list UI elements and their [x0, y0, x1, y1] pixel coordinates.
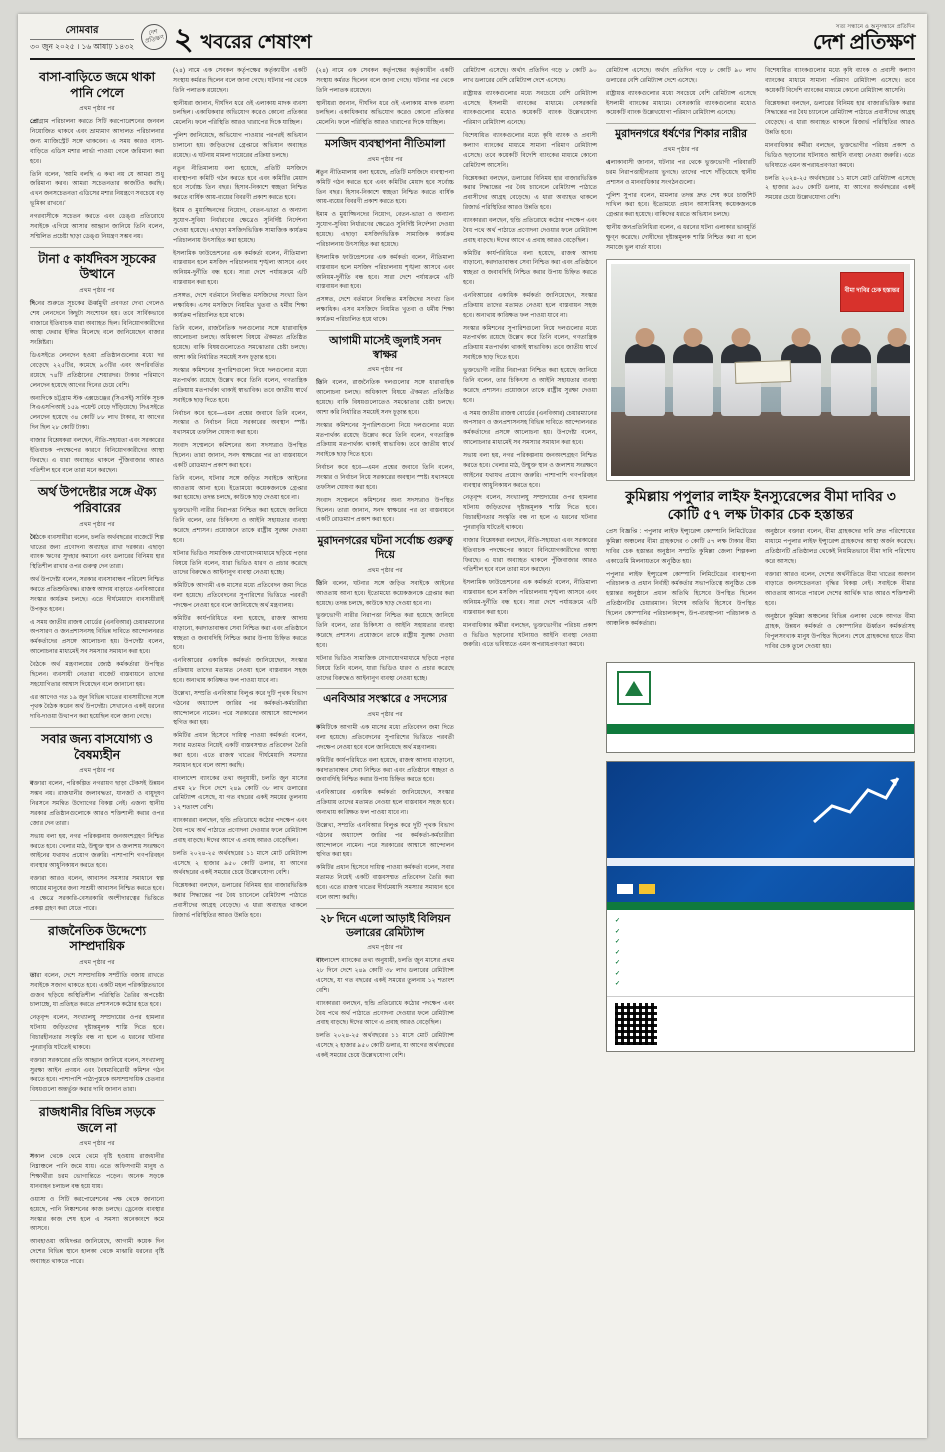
article-paragraph: ঘটনার ভিডিও সামাজিক যোগাযোগমাধ্যমে ছড়িয়ে পড়ার বিষয়ে তিনি বলেন, যারা ভিডিও ধারণ ও প্রচার করেছে তাদের বিরুদ্ধেও আইনানুগ ব্যবস্থা নেওয়া হচ্ছে। — [316, 654, 454, 682]
article-paragraph: এনবিআরের একাধিক কর্মকর্তা জানিয়েছেন, সংস্কার প্রক্রিয়ায় তাদের মতামত নেওয়া হলে বাস্তবায়ন সহজ হবে। অন্যথায় কাঙ্ক্ষিত ফল পাওয়া যাবে না। — [462, 292, 598, 319]
photo-person-head — [792, 328, 811, 347]
article-paragraph: প্রোগ্রাম পরিচালনা করতে সিটি করপোরেশনের জনবল নিয়োজিত থাকবে এবং ভ্রাম্যমাণ আদালত পরিচালনার জন্য ম্যাজিস্ট্রেট সঙ্গে থাকবেন। এ সময় কারও বাসা-বাড়িতে এডিস মশার লার্ভা পাওয়া গেলে জরিমানা করা হবে। — [30, 118, 165, 165]
article-paragraph: এনবিআরের একাধিক কর্মকর্তা জানিয়েছেন, সংস্কার প্রক্রিয়ায় তাদের মতামত নেওয়া হলে বাস্তবায়ন সহজ হবে। অন্যথায় কাঙ্ক্ষিত ফল পাওয়া যাবে না। — [316, 789, 454, 817]
masthead-left — [30, 23, 312, 56]
press-col-1 — [606, 527, 756, 654]
check-icon: ✓ — [615, 981, 621, 988]
right-text-col — [606, 66, 756, 256]
article-paragraph: বিশ্লেষকরা বলছেন, ডলারের বিনিময় হার বাজারভিত্তিক করার সিদ্ধান্তের পর বৈধ চ্যানেলে রেমিট্যান্স পাঠাতে প্রবাসীদের আগ্রহ বেড়েছে। এ ধারা অব্যাহত থাকলে রিজার্ভ পরিস্থিতির আরও উন্নতি হবে। — [462, 174, 598, 212]
divider — [30, 480, 164, 481]
article-paragraph: সংবাদ সম্মেলনে কমিশনের অন্য সদস্যরাও উপস্থিত ছিলেন। তারা জানান, সনদ স্বাক্ষরের পর তা বাস্তবায়নে একটি রোডম্যাপ প্রকাশ করা হবে। — [173, 442, 308, 469]
article-paragraph: সংস্কার কমিশনের সুপারিশগুলো নিয়ে দলগুলোর মধ্যে মতপার্থক্য রয়েছে উল্লেখ করে তিনি বলেন, গণতান্ত্রিক প্রক্রিয়ায় মতপার্থক্য থাকাই স্বাভাবিক। তবে জাতীয় স্বার্থে সবাইকে ছাড় দিতে হবে। — [316, 421, 454, 459]
photo-table — [611, 412, 910, 476]
article-paragraph: ভুক্তভোগী নারীর নিরাপত্তা নিশ্চিত করা হয়েছে জানিয়ে তিনি বলেন, তার চিকিৎসা ও আইনি সহায়তার ব্যবস্থা করেছে প্রশাসন। প্রয়োজনে তাকে রাষ্ট্রীয় সুরক্ষা দেওয়া হবে। — [316, 612, 454, 649]
divider — [316, 133, 454, 134]
article-paragraph: সভায় বলা হয়, নগর পরিকল্পনায় জনঅংশগ্রহণ নিশ্চিত করতে হবে। খেলার মাঠ, উন্মুক্ত স্থান ও জলাশয় সংরক্ষণে আইনের যথাযথ প্রয়োগ জরুরি। পাশাপাশি গণপরিবহন ব্যবস্থার আধুনিকায়ন করতে হবে। — [462, 451, 598, 489]
article-paragraph: অর্থ উপদেষ্টা বলেন, সরকার ব্যবসাবান্ধব পরিবেশ নিশ্চিত করতে প্রতিশ্রুতিবদ্ধ। রাজস্ব আদায় বাড়াতে এনবিআরের সংস্কার কার্যক্রম চলছে। এতে দীর্ঘমেয়াদে ব্যবসায়ীরাই উপকৃত হবেন। — [30, 576, 165, 613]
article-paragraph: ইমাম ও মুয়াজ্জিনদের নিয়োগ, বেতন-ভাতা ও অন্যান্য সুযোগ-সুবিধা নির্ধারণের ক্ষেত্রেও সুনির্দিষ্ট নির্দেশনা দেওয়া হয়েছে। এছাড়া মসজিদভিত্তিক সামাজিক কার্যক্রম পরিচালনায় উৎসাহিত করা হয়েছে। — [316, 211, 454, 248]
photo-person — [673, 344, 713, 416]
article-paragraph: বিশেষায়িত ব্যাংকগুলোর মধ্যে কৃষি ব্যাংক ও প্রবাসী কল্যাণ ব্যাংকের মাধ্যমে সামান্য পরিমাণ রেমিট্যান্স এসেছে। তবে কয়েকটি বিদেশি ব্যাংকের মাধ্যমে কোনো রেমিট্যান্স আসেনি। — [765, 67, 916, 94]
article-paragraph: তিনি বলেন, ঘটনার সঙ্গে জড়িত সবাইকে আইনের আওতায় আনা হবে। ইতোমধ্যে কয়েকজনকে গ্রেপ্তার করা হয়েছে। তদন্ত চলছে, কাউকে ছাড় দেওয়া হবে না। — [173, 474, 308, 502]
article-paragraph: চলতি ২০২৪-২৫ অর্থবছরের ১১ মাসে মোট রেমিট্যান্স এসেছে ২ হাজার ৯৫০ কোটি ডলার, যা আগের অর্থবছরের একই সময়ের চেয়ে উল্লেখযোগ্য বেশি। — [173, 849, 308, 877]
article-paragraph: এ সময় জাতীয় রাজস্ব বোর্ডের (এনবিআর) চেয়ারম্যানের অপসারণ ও জনপ্রশাসনসহ বিভিন্ন দাবিতে আন্দোলনরত কর্মকর্তাদের প্রসঙ্গে আলোচনা হয়। উপদেষ্টা বলেন, আলোচনার মাধ্যমেই সব সমস্যার সমাধান করা হবে। — [462, 409, 598, 447]
column-2 — [173, 66, 307, 1444]
list-item — [615, 979, 906, 990]
press-paragraph: বক্তারা আরও বলেন, দেশের অর্থনীতিতে বীমা খাতের অবদান বাড়াতে জনসচেতনতা বৃদ্ধির বিকল্প নেই। সবাইকে বীমার আওতায় আনতে পারলে দেশের আর্থিক খাত আরও শক্তিশালী হবে। — [765, 570, 916, 608]
article-paragraph: এলাকাবাসী জানান, ঘটনার পর থেকে ভুক্তভোগী পরিবারটি চরম নিরাপত্তাহীনতায় ভুগছে। তাদের পাশে দাঁড়িয়েছে স্থানীয় প্রশাসন ও মানবাধিকার সংগঠনগুলো। — [606, 159, 757, 186]
right-text-col-2 — [765, 66, 915, 256]
photo-figure — [606, 259, 915, 481]
article-paragraph: ঘটনার ভিডিও সামাজিক যোগাযোগমাধ্যমে ছড়িয়ে পড়ার বিষয়ে তিনি বলেন, যারা ভিডিও ধারণ ও প্রচার করেছে তাদের বিরুদ্ধেও আইনানুগ ব্যবস্থা নেওয়া হচ্ছে। — [173, 549, 308, 577]
article-paragraph: পুলিশ জানিয়েছে, অভিযোগ পাওয়ার পরপরই অভিযান চালানো হয়। জড়িতদের গ্রেপ্তারে অভিযান অব্যাহত রয়েছে। এ ঘটনায় মামলা দায়েরের প্রক্রিয়া চলছে। — [173, 132, 308, 159]
article-paragraph: কমিটিকে আগামী এক মাসের মধ্যে প্রতিবেদন জমা দিতে বলা হয়েছে। প্রতিবেদনের সুপারিশের ভিত্তিতে পরবর্তী পদক্ষেপ নেওয়া হবে বলে জানিয়েছে অর্থ মন্ত্রণালয়। — [173, 582, 308, 609]
list-item — [615, 958, 906, 969]
article-paragraph: বৈঠকে ব্যবসায়ীরা বলেন, চলতি অর্থবছরের বাজেটে শিল্প খাতের জন্য প্রণোদনা অব্যাহত রাখা দরকার। এছাড়া ব্যাংক ঋণের সুদহার কমানো এবং ডলারের বিনিময় হার স্থিতিশীল রাখার ওপর গুরুত্ব দেন তারা। — [30, 533, 165, 571]
article-paragraph: তিনি বলেন, ঘটনার সঙ্গে জড়িত সবাইকে আইনের আওতায় আনা হবে। ইতোমধ্যে কয়েকজনকে গ্রেপ্তার করা হয়েছে। তদন্ত চলছে, কাউকে ছাড় দেওয়া হবে না। — [316, 579, 454, 607]
article-paragraph: নতুন নীতিমালায় বলা হয়েছে, প্রতিটি মসজিদে ব্যবস্থাপনা কমিটি গঠন করতে হবে এবং কমিটির মেয়াদ হবে সর্বোচ্চ তিন বছর। হিসাব-নিকাশে স্বচ্ছতা নিশ্চিত করতে বার্ষিক আয়-ব্যয়ের বিবরণী প্রকাশ করতে হবে। — [173, 164, 308, 202]
article-paragraph: ভুক্তভোগী নারীর নিরাপত্তা নিশ্চিত করা হয়েছে জানিয়ে তিনি বলেন, তার চিকিৎসা ও আইনি সহায়তার ব্যবস্থা করেছে প্রশাসন। প্রয়োজনে তাকে রাষ্ট্রীয় সুরক্ষা দেওয়া হবে। — [462, 367, 598, 404]
article-paragraph: প্রসঙ্গত, দেশে বর্তমানে নিবন্ধিত মসজিদের সংখ্যা তিন লক্ষাধিক। এসব মসজিদে নিয়মিত খুতবা ও ধর্মীয় শিক্ষা কার্যক্রম পরিচালিত হয়ে থাকে। — [316, 296, 454, 323]
article-paragraph: রেমিট্যান্স এসেছে। অর্থাৎ প্রতিদিন গড়ে ৮ কোটি ৯০ লাখ ডলারের বেশি রেমিট্যান্স দেশে এসেছে। — [606, 67, 757, 84]
article-headline: মুরাদনগরের ঘটনা সর্বোচ্চ গুরুত্ব দিয়ে — [317, 535, 453, 562]
list-item — [615, 948, 906, 959]
list-item — [615, 937, 906, 948]
divider — [30, 1100, 164, 1101]
photo-person-head — [684, 328, 703, 347]
ny-services-list — [607, 910, 914, 996]
article-headline: আগামী মাসেই জুলাই সনদ স্বাক্ষর — [329, 334, 441, 361]
article-paragraph: ভুক্তভোগী নারীর নিরাপত্তা নিশ্চিত করা হয়েছে জানিয়ে তিনি বলেন, তার চিকিৎসা ও আইনি সহায়তার ব্যবস্থা করেছে প্রশাসন। প্রয়োজনে তাকে রাষ্ট্রীয় সুরক্ষা দেওয়া হবে। — [173, 507, 308, 544]
photo-caption: কুমিল্লায় পপুলার লাইফ ইনস্যুরেন্সের বীমা দাবির ৩ কোটি ৫৭ লক্ষ টাকার চেক হস্তান্তর — [625, 487, 896, 522]
article-paragraph: সকাল থেকে থেমে থেমে বৃষ্টি হওয়ায় রাজধানীর নিম্নাঞ্চলে পানি জমে যায়। এতে অফিসগামী মানুষ ও শিক্ষার্থীরা চরম ভোগান্তিতে পড়েন। অনেক সড়কে যানবাহন চলাচল বন্ধ হয়ে যায়। — [30, 1153, 165, 1190]
article-byline: প্রথম পৃষ্ঠার পর — [79, 521, 115, 528]
article-headline: মসজিদ ব্যবস্থাপনা নীতিমালা — [324, 138, 446, 151]
ad-nbl-securities[interactable] — [606, 662, 915, 753]
section-title: খবরের শেষাংশ — [200, 32, 312, 53]
check-icon: ✓ — [615, 928, 621, 935]
cheque-prop — [735, 360, 792, 384]
ny-tagline — [607, 858, 914, 866]
article-paragraph: নির্বাচন কবে হবে—এমন প্রশ্নের জবাবে তিনি বলেন, সংস্কার ও নির্বাচন নিয়ে সরকারের অবস্থান স্পষ্ট। যথাসময়ে তফসিল ঘোষণা করা হবে। — [316, 464, 454, 491]
article-headline: রাজনৈতিক উদ্দেশ্যে সাম্প্রদায়িক — [48, 923, 146, 954]
ny-footer — [607, 996, 914, 1051]
photo-image — [611, 264, 910, 476]
ny-services-title — [607, 902, 914, 910]
divider — [30, 727, 164, 728]
bo-account-button[interactable] — [617, 884, 633, 894]
divider — [606, 123, 756, 124]
press-paragraph: অনুষ্ঠানে কুমিল্লা অঞ্চলের বিভিন্ন এলাকা থেকে আগত বীমা গ্রাহক, উন্নয়ন কর্মকর্তা ও কোম্পানির ঊর্ধ্বতন কর্মকর্তাসহ বিপুলসংখ্যক মানুষ উপস্থিত ছিলেন। শেষে গ্রাহকদের হাতে বীমা দাবির চেক তুলে দেওয়া হয়। — [765, 613, 916, 650]
divider — [30, 919, 164, 920]
article-paragraph: ব্যাংকাররা বলছেন, হুন্ডি প্রতিরোধে কঠোর পদক্ষেপ এবং বৈধ পথে অর্থ পাঠাতে প্রণোদনা দেওয়ার ফলে রেমিট্যান্স প্রবাহ বাড়ছে। ঈদের আগে এ প্রবাহ আরও বেড়েছিল। — [316, 999, 454, 1027]
article-paragraph: নেতৃবৃন্দ বলেন, সংখ্যালঘু সম্প্রদায়ের ওপর হামলার ঘটনায় জড়িতদের দৃষ্টান্তমূলক শাস্তি দিতে হবে। বিচারহীনতার সংস্কৃতি বন্ধ না হলে এ ধরনের ঘটনার পুনরাবৃত্তি ঘটতেই থাকবে। — [30, 1014, 165, 1051]
column-1 — [30, 66, 164, 1444]
article-paragraph: বাজার বিশ্লেষকরা বলছেন, নীতি-সহায়তা এবং সরকারের ইতিবাচক পদক্ষেপের কারণে বিনিয়োগকারীদের আস্থা ফিরছে। এ ধারা অব্যাহত থাকলে পুঁজিবাজার আরও গতিশীল হবে বলে তারা মনে করছেন। — [462, 536, 598, 574]
newspaper-page — [18, 14, 927, 1438]
nbl-notice-body — [607, 734, 914, 752]
article-byline: প্রথম পৃষ্ঠার পর — [79, 1141, 115, 1148]
article-paragraph: নির্বাচন কবে হবে—এমন প্রশ্নের জবাবে তিনি বলেন, সংস্কার ও নির্বাচন নিয়ে সরকারের অবস্থান স্পষ্ট। যথাসময়ে তফসিল ঘোষণা করা হবে। — [173, 409, 308, 437]
article-paragraph: তিনি বলেন, 'আমি বলছি এ কথা নয় যে আমরা শুধু জরিমানা করব। আমরা সচেতনতার কাজটিও করছি। এখন জনসচেতনতা এডিসের মশার নিয়ন্ত্রণে সবচেয়ে বড় ভূমিকা রাখবে।' — [30, 170, 165, 208]
photo-person-head — [636, 328, 655, 347]
article-paragraph: বিশেষায়িত ব্যাংকগুলোর মধ্যে কৃষি ব্যাংক ও প্রবাসী কল্যাণ ব্যাংকের মাধ্যমে সামান্য পরিমাণ রেমিট্যান্স এসেছে। তবে কয়েকটি বিদেশি ব্যাংকের মাধ্যমে কোনো রেমিট্যান্স আসেনি। — [462, 132, 598, 169]
article-paragraph: ইমাম ও মুয়াজ্জিনদের নিয়োগ, বেতন-ভাতা ও অন্যান্য সুযোগ-সুবিধা নির্ধারণের ক্ষেত্রেও সুনির্দিষ্ট নির্দেশনা দেওয়া হয়েছে। এছাড়া মসজিদভিত্তিক সামাজিক কার্যক্রম পরিচালনায় উৎসাহিত করা হয়েছে। — [173, 207, 308, 244]
article-paragraph: ইসলামিক ফাউন্ডেশনের এক কর্মকর্তা বলেন, নীতিমালা বাস্তবায়ন হলে মসজিদ পরিচালনায় শৃঙ্খলা আসবে এবং অনিয়ম-দুর্নীতি বন্ধ হবে। সারা দেশে পর্যায়ক্রমে এটি বাস্তবায়ন করা হবে। — [462, 579, 598, 616]
article-paragraph: উল্লেখ্য, সম্প্রতি এনবিআর বিলুপ্ত করে দুটি পৃথক বিভাগ গঠনের অধ্যাদেশ জারির পর কর্মকর্তা-কর্মচারীরা আন্দোলনে নামেন। পরে সরকারের আশ্বাসে আন্দোলন স্থগিত করা হয়। — [173, 689, 308, 727]
article-paragraph: বক্তারা আরও বলেন, আবাসন সমস্যার সমাধানে স্বল্প আয়ের মানুষের জন্য সাশ্রয়ী আবাসন নিশ্চিত করতে হবে। এ ক্ষেত্রে সরকারি-বেসরকারি অংশীদারত্বের ভিত্তিতে প্রকল্প গ্রহণ করা যেতে পারে। — [30, 875, 165, 912]
article-paragraph: স্থানীয়রা জানান, দীর্ঘদিন ধরে ওই এলাকায় মাদক ব্যবসা চলছিল। একাধিকবার অভিযোগ করেও কোনো প্রতিকার মেলেনি। ফলে পরিস্থিতি আরও খারাপের দিকে যাচ্ছিল। — [316, 99, 454, 127]
article-byline: প্রথম পৃষ্ঠার পর — [79, 106, 115, 113]
buy-sell-shares-button[interactable] — [639, 884, 655, 894]
check-icon: ✓ — [615, 939, 621, 946]
article-paragraph: কমিটির প্রধান হিসেবে দায়িত্ব পাওয়া কর্মকর্তা বলেন, সবার মতামত নিয়েই একটি বাস্তবসম্মত প্রতিবেদন তৈরি করা হবে। এতে রাজস্ব খাতের দীর্ঘমেয়াদি সমস্যার সমাধান হবে বলে আশা করছি। — [173, 732, 308, 769]
divider — [316, 688, 454, 689]
masthead — [30, 24, 915, 60]
article-paragraph: মানবাধিকার কর্মীরা বলছেন, ভুক্তভোগীর পরিচয় প্রকাশ ও ভিডিও ছড়ানোর ঘটনায়ও আইনি ব্যবস্থা নেওয়া জরুরি। এতে ভবিষ্যতে এমন অপরাধপ্রবণতা কমবে। — [462, 621, 598, 649]
article-paragraph: আবহাওয়া অধিদপ্তর জানিয়েছে, আগামী কয়েক দিন দেশের বিভিন্ন স্থানে হালকা থেকে মাঝারি ধরনের বৃষ্টি অব্যাহত থাকতে পারে। — [30, 1238, 165, 1265]
nbl-header — [607, 663, 914, 717]
article-paragraph: মানবাধিকার কর্মীরা বলছেন, ভুক্তভোগীর পরিচয় প্রকাশ ও ভিডিও ছড়ানোর ঘটনায়ও আইনি ব্যবস্থা নেওয়া জরুরি। এতে ভবিষ্যতে এমন অপরাধপ্রবণতা কমবে। — [765, 142, 916, 169]
article-paragraph: (২৪) নামে এক সেবকন কর্তৃপক্ষের কর্তৃক্যাধীন একটি সংস্থায় কর্মরত ছিলেন বলে জানা গেছে। ঘটনার পর থেকে তিনি পলাতক রয়েছেন। — [316, 67, 454, 94]
article-paragraph: ব্যাংকাররা বলছেন, হুন্ডি প্রতিরোধে কঠোর পদক্ষেপ এবং বৈধ পথে অর্থ পাঠাতে প্রণোদনা দেওয়ার ফলে রেমিট্যান্স প্রবাহ বাড়ছে। ঈদের আগে এ প্রবাহ আরও বেড়েছিল। — [173, 817, 308, 844]
article-paragraph: চলতি ২০২৪-২৫ অর্থবছরের ১১ মাসে মোট রেমিট্যান্স এসেছে ২ হাজার ৯৫০ কোটি ডলার, যা আগের অর্থবছরের একই সময়ের চেয়ে উল্লেখযোগ্য বেশি। — [316, 1032, 454, 1060]
divider — [316, 908, 454, 909]
article-byline: প্রথম পৃষ্ঠার পর — [663, 147, 699, 154]
article-byline: প্রথম পৃষ্ঠার পর — [367, 367, 403, 374]
article-paragraph: রাষ্ট্রায়ত্ত ব্যাংকগুলোর মধ্যে সবচেয়ে বেশি রেমিট্যান্স এসেছে ইসলামী ব্যাংকের মাধ্যমে। বেসরকারি ব্যাংকগুলোর মধ্যেও কয়েকটি ব্যাংক উল্লেখযোগ্য পরিমাণ রেমিট্যান্স এনেছে। — [462, 89, 598, 127]
press-col-2 — [765, 527, 915, 654]
date-block — [30, 25, 134, 53]
divider — [30, 247, 164, 248]
article-headline: অর্থ উপদেষ্টার সঙ্গে ঐক্য পরিবারের — [37, 485, 157, 516]
check-icon: ✓ — [615, 918, 621, 925]
list-item — [615, 927, 906, 938]
check-icon: ✓ — [615, 970, 621, 977]
article-paragraph: এর আগেও গত ১৯ জুন বিভিন্ন খাতের ব্যবসায়ীদের সঙ্গে পৃথক বৈঠক করেন অর্থ উপদেষ্টা। সেখানেও একই ধরনের দাবি-দাওয়া উত্থাপন করা হয়েছিল বলে জানা গেছে। — [30, 693, 165, 721]
article-paragraph: কমিটির প্রধান হিসেবে দায়িত্ব পাওয়া কর্মকর্তা বলেন, সবার মতামত নিয়েই একটি বাস্তবসম্মত প্রতিবেদন তৈরি করা হবে। এতে রাজস্ব খাতের দীর্ঘমেয়াদি সমস্যার সমাধান হবে বলে আশা করছি। — [316, 864, 454, 901]
photo-banner-text: বীমা দাবির চেক হস্তান্তর — [840, 272, 904, 312]
dateline: ৩০ জুন ২০২৫ । ১৬ আষাঢ় ১৪৩২ — [30, 39, 134, 51]
masthead-right — [813, 25, 915, 54]
article-paragraph: ডিএসইতে লেনদেন হওয়া প্রতিষ্ঠানগুলোর মধ্যে দর বেড়েছে ২২৫টির, কমেছে ৯৩টির এবং অপরিবর্তিত রয়েছে ৭৪টি প্রতিষ্ঠানের শেয়ারদর। টাকার পরিমাণে লেনদেন হয়েছে আগের দিনের চেয়ে বেশি। — [30, 352, 165, 389]
article-headline: সবার জন্য বাসযোগ্য ও বৈষম্যহীন — [41, 732, 153, 762]
article-paragraph: তারা বলেন, দেশে সাম্প্রদায়িক সম্প্রীতি বজায় রাখতে সবাইকে সজাগ থাকতে হবে। একটি মহল পরিকল্পিতভাবে গুজব ছড়িয়ে অস্থিতিশীল পরিস্থিতি তৈরির অপচেষ্টা চালাচ্ছে, যা প্রতিহত করতে প্রশাসনকে কঠোর হতে হবে। — [30, 971, 165, 1009]
article-paragraph: এনবিআরের একাধিক কর্মকর্তা জানিয়েছেন, সংস্কার প্রক্রিয়ায় তাদের মতামত নেওয়া হলে বাস্তবায়ন সহজ হবে। অন্যথায় কাঙ্ক্ষিত ফল পাওয়া যাবে না। — [173, 657, 308, 684]
list-item — [615, 969, 906, 980]
article-paragraph: বক্তারা বলেন, পরিকল্পিত নগরায়ণ ছাড়া টেকসই উন্নয়ন সম্ভব নয়। রাজধানীর জলাবদ্ধতা, যানজট ও বায়ুদূষণ নিরসনে সমন্বিত উদ্যোগের বিকল্প নেই। এজন্য স্থানীয় সরকার প্রতিষ্ঠানগুলোকে আরও শক্তিশালী করার ওপর জোর দেন তারা। — [30, 780, 165, 827]
article-paragraph: এ সময় জাতীয় রাজস্ব বোর্ডের (এনবিআর) চেয়ারম্যানের অপসারণ ও জনপ্রশাসনসহ বিভিন্ন দাবিতে আন্দোলনরত কর্মকর্তাদের প্রসঙ্গে আলোচনা হয়। উপদেষ্টা বলেন, আলোচনার মাধ্যমেই সব সমস্যার সমাধান করা হবে। — [30, 618, 165, 656]
page-number: ২ — [174, 23, 194, 56]
nbl-notice-banner — [607, 724, 914, 734]
article-paragraph: কমিটির কার্যপরিধিতে বলা হয়েছে, রাজস্ব আদায় বাড়ানো, করদাতাবান্ধব সেবা নিশ্চিত করা এবং প্রতিষ্ঠানে স্বচ্ছতা ও জবাবদিহি নিশ্চিত করার উপায় চিহ্নিত করতে হবে। — [462, 249, 598, 287]
column-right — [606, 66, 915, 1444]
article-byline: প্রথম পৃষ্ঠার পর — [367, 567, 403, 574]
ad-ny-trading[interactable] — [606, 761, 915, 1052]
article-paragraph: পুলিশ সুপার বলেন, মামলার তদন্ত দ্রুত শেষ করে চার্জশিট দাখিল করা হবে। ইতোমধ্যে প্রধান আসামিসহ কয়েকজনকে গ্রেপ্তার করা হয়েছে। বাকিদের ধরতে অভিযান চলছে। — [606, 191, 757, 219]
article-headline: এনবিআর সংস্কারে ৫ সদস্যের — [323, 693, 447, 706]
newspaper-logo: দেশ প্রতিক্ষণ — [812, 31, 915, 54]
article-paragraph: বিশ্লেষকরা বলছেন, ডলারের বিনিময় হার বাজারভিত্তিক করার সিদ্ধান্তের পর বৈধ চ্যানেলে রেমিট্যান্স পাঠাতে প্রবাসীদের আগ্রহ বেড়েছে। এ ধারা অব্যাহত থাকলে রিজার্ভ পরিস্থিতির আরও উন্নতি হবে। — [173, 882, 308, 919]
column-3 — [316, 66, 454, 1444]
article-paragraph: ইসলামিক ফাউন্ডেশনের এক কর্মকর্তা বলেন, নীতিমালা বাস্তবায়ন হলে মসজিদ পরিচালনায় শৃঙ্খলা আসবে এবং অনিয়ম-দুর্নীতি বন্ধ হবে। সারা দেশে পর্যায়ক্রমে এটি বাস্তবায়ন করা হবে। — [173, 249, 308, 287]
article-paragraph: বাংলাদেশ ব্যাংকের তথ্য অনুযায়ী, চলতি জুন মাসের প্রথম ২৮ দিনে দেশে ২৪৯ কোটি ৩৮ লাখ ডলারের রেমিট্যান্স এসেছে, যা গত বছরের একই সময়ের তুলনায় ১২ শতাংশ বেশি। — [316, 957, 454, 994]
article-paragraph: সংস্কার কমিশনের সুপারিশগুলো নিয়ে দলগুলোর মধ্যে মতপার্থক্য রয়েছে উল্লেখ করে তিনি বলেন, গণতান্ত্রিক প্রক্রিয়ায় মতপার্থক্য থাকাই স্বাভাবিক। তবে জাতীয় স্বার্থে সবাইকে ছাড় দিতে হবে। — [173, 367, 308, 404]
article-headline: বাসা-বাড়িতে জমে থাকা পানি পেলে — [39, 70, 155, 100]
article-paragraph: রেমিট্যান্স এসেছে। অর্থাৎ প্রতিদিন গড়ে ৮ কোটি ৯০ লাখ ডলারের বেশি রেমিট্যান্স দেশে এসেছে। — [462, 67, 598, 84]
article-paragraph: নতুন নীতিমালায় বলা হয়েছে, প্রতিটি মসজিদে ব্যবস্থাপনা কমিটি গঠন করতে হবে এবং কমিটির মেয়াদ হবে সর্বোচ্চ তিন বছর। হিসাব-নিকাশে স্বচ্ছতা নিশ্চিত করতে বার্ষিক আয়-ব্যয়ের বিবরণী প্রকাশ করতে হবে। — [316, 168, 454, 206]
article-paragraph: বিশ্লেষকরা বলছেন, ডলারের বিনিময় হার বাজারভিত্তিক করার সিদ্ধান্তের পর বৈধ চ্যানেলে রেমিট্যান্স পাঠাতে প্রবাসীদের আগ্রহ বেড়েছে। এ ধারা অব্যাহত থাকলে রিজার্ভ পরিস্থিতির আরও উন্নতি হবে। — [765, 99, 916, 137]
ny-hero — [607, 762, 914, 858]
article-paragraph: উল্লেখ্য, সম্প্রতি এনবিআর বিলুপ্ত করে দুটি পৃথক বিভাগ গঠনের অধ্যাদেশ জারির পর কর্মকর্তা-কর্মচারীরা আন্দোলনে নামেন। পরে সরকারের আশ্বাসে আন্দোলন স্থগিত করা হয়। — [316, 821, 454, 859]
ny-button-row — [607, 878, 914, 902]
article-paragraph: বাজার বিশ্লেষকরা বলছেন, নীতি-সহায়তা এবং সরকারের ইতিবাচক পদক্ষেপের কারণে বিনিয়োগকারীদের আস্থা ফিরছে। এ ধারা অব্যাহত থাকলে পুঁজিবাজার আরও গতিশীল হবে বলে তারা মনে করছেন। — [30, 436, 165, 474]
column-grid — [30, 66, 915, 1444]
article-paragraph: প্রসঙ্গত, দেশে বর্তমানে নিবন্ধিত মসজিদের সংখ্যা তিন লক্ষাধিক। এসব মসজিদে নিয়মিত খুতবা ও ধর্মীয় শিক্ষা কার্যক্রম পরিচালিত হয়ে থাকে। — [173, 292, 308, 319]
press-paragraph: প্রেস বিজ্ঞপ্তি : পপুলার লাইফ ইন্স্যুরেন্স কোম্পানি লিমিটেডের কুমিল্লা অঞ্চলের বীমা গ্রাহকদের ৩ কোটি ৫৭ লক্ষ টাকার বীমা দাবির চেক হস্তান্তর অনুষ্ঠান সম্প্রতি কুমিল্লা জেলা শিল্পকলা একাডেমি মিলনায়তনে অনুষ্ঠিত হয়। — [606, 528, 757, 565]
article-paragraph: কমিটির কার্যপরিধিতে বলা হয়েছে, রাজস্ব আদায় বাড়ানো, করদাতাবান্ধব সেবা নিশ্চিত করা এবং প্রতিষ্ঠানে স্বচ্ছতা ও জবাবদিহি নিশ্চিত করার উপায় চিহ্নিত করতে হবে। — [173, 614, 308, 652]
article-paragraph: চলতি ২০২৪-২৫ অর্থবছরের ১১ মাসে মোট রেমিট্যান্স এসেছে ২ হাজার ৯৫০ কোটি ডলার, যা আগের অর্থবছরের একই সময়ের চেয়ে উল্লেখযোগ্য বেশি। — [765, 174, 916, 202]
nbl-logo-row — [617, 671, 904, 705]
article-byline: প্রথম পৃষ্ঠার পর — [367, 156, 403, 163]
article-byline: প্রথম পৃষ্ঠার পর — [367, 945, 403, 952]
article-paragraph: বৈঠকে অর্থ মন্ত্রণালয়ের জ্যেষ্ঠ কর্মকর্তারা উপস্থিত ছিলেন। ব্যবসায়ী নেতারা বাজেট বাস্তবায়নে তাদের সহযোগিতার আশ্বাস দিয়েছেন বলে জানানো হয়। — [30, 660, 165, 688]
divider — [316, 530, 454, 531]
article-headline: ২৮ দিনে এলো আড়াই বিলিয়ন ডলারের রেমিট্যান্স — [319, 912, 451, 939]
article-headline: টানা ৫ কার্যদিবস সূচকের উত্থানে — [38, 251, 156, 282]
weekday: সোমবার — [65, 25, 99, 37]
article-paragraph: সভায় বলা হয়, নগর পরিকল্পনায় জনঅংশগ্রহণ নিশ্চিত করতে হবে। খেলার মাঠ, উন্মুক্ত স্থান ও জলাশয় সংরক্ষণে আইনের যথাযথ প্রয়োগ জরুরি। পাশাপাশি গণপরিবহন ব্যবস্থার আধুনিকায়ন করতে হবে। — [30, 832, 165, 870]
article-headline: মুরাদনগরে ধর্ষণের শিকার নারীর — [615, 128, 747, 141]
seal-icon: দেশ প্রতিক্ষণ — [139, 22, 170, 53]
column-4 — [463, 66, 597, 1444]
photo-person — [831, 344, 871, 416]
press-paragraph: পপুলার লাইফ ইন্স্যুরেন্স কোম্পানি লিমিটেডের ব্যবস্থাপনা পরিচালক ও প্রধান নির্বাহী কর্মকর্তার সভাপতিত্বে অনুষ্ঠিত চেক হস্তান্তর অনুষ্ঠানে প্রধান অতিথি হিসেবে উপস্থিত ছিলেন প্রতিষ্ঠানটির চেয়ারম্যান। বিশেষ অতিথি হিসেবে উপস্থিত ছিলেন কোম্পানির পরিচালকবৃন্দ, উপ-ব্যবস্থাপনা পরিচালক ও আঞ্চলিক কর্মকর্তারা। — [606, 570, 757, 627]
nbl-logo-icon — [617, 671, 651, 705]
article-paragraph: বাংলাদেশ ব্যাংকের তথ্য অনুযায়ী, চলতি জুন মাসের প্রথম ২৮ দিনে দেশে ২৪৯ কোটি ৩৮ লাখ ডলারের রেমিট্যান্স এসেছে, যা গত বছরের একই সময়ের তুলনায় ১২ শতাংশ বেশি। — [173, 774, 308, 812]
article-paragraph: কমিটিকে আগামী এক মাসের মধ্যে প্রতিবেদন জমা দিতে বলা হয়েছে। প্রতিবেদনের সুপারিশের ভিত্তিতে পরবর্তী পদক্ষেপ নেওয়া হবে বলে জানিয়েছে অর্থ মন্ত্রণালয়। — [316, 724, 454, 751]
check-icon: ✓ — [615, 949, 621, 956]
press-paragraph: অনুষ্ঠানে বক্তারা বলেন, বীমা গ্রাহকদের দাবি দ্রুত পরিশোধের মাধ্যমে পপুলার লাইফ ইন্স্যুরেন্স গ্রাহকদের আস্থা অর্জন করেছে। প্রতিষ্ঠানটি প্রতিষ্ঠালগ্ন থেকেই নিয়মিতভাবে বীমা দাবি পরিশোধ করে আসছে। — [765, 528, 916, 565]
list-item — [615, 916, 906, 927]
photo-person-head — [888, 328, 907, 347]
press-release-block — [606, 527, 915, 654]
article-byline: প্রথম পৃষ্ঠার পর — [79, 287, 115, 294]
article-paragraph: ব্যাংকাররা বলছেন, হুন্ডি প্রতিরোধে কঠোর পদক্ষেপ এবং বৈধ পথে অর্থ পাঠাতে প্রণোদনা দেওয়ার ফলে রেমিট্যান্স প্রবাহ বাড়ছে। ঈদের আগে এ প্রবাহ আরও বেড়েছিল। — [462, 217, 598, 244]
article-paragraph: স্থানীয় জনপ্রতিনিধিরা বলেন, এ ধরনের ঘটনা এলাকার ভাবমূর্তি ক্ষুণ্ন করেছে। দোষীদের দৃষ্টান্তমূলক শাস্তি নিশ্চিত করা না হলে সমাজে ভুল বার্তা যাবে। — [606, 224, 757, 251]
article-paragraph: নগরবাসীকে সচেতন করতে এবং ডেঙ্গু প্রতিরোধে সবাইকে এগিয়ে আসার আহ্বান জানিয়ে তিনি বলেন, সম্মিলিত প্রচেষ্টা ছাড়া ডেঙ্গু নিয়ন্ত্রণ সম্ভব নয়। — [30, 212, 165, 240]
tagline: সত্য সন্ধানে ও অনুসন্ধানে প্রতিদিন — [835, 23, 915, 30]
right-top-split — [606, 66, 915, 256]
article-paragraph: অন্যদিকে চট্টগ্রাম স্টক এক্সচেঞ্জের (সিএসই) সার্বিক সূচক সিএএসপিআই ১৫৯ পয়েন্ট বেড়ে দাঁড়িয়েছে। সিএসইতে লেনদেন হয়েছে ৩৪ কোটি ৮৮ লাখ টাকার, যা আগের দিন ছিল ২৮ কোটি টাকা। — [30, 394, 165, 432]
article-byline: প্রথম পৃষ্ঠার পর — [79, 768, 115, 775]
article-paragraph: দিনের শুরুতে সূচকের ঊর্ধ্বমুখী প্রবণতা দেখা গেলেও শেষ লেনদেনে কিছুটা সংশোধন হয়। তবে সার্বিকভাবে বাজারে ইতিবাচক ধারা অব্যাহত ছিল। বিনিয়োগকারীদের আস্থা ফেরার ইঙ্গিত মিলেছে বলে জানিয়েছেন বাজার সংশ্লিষ্টরা। — [30, 299, 165, 347]
qr-code-icon[interactable] — [615, 1003, 657, 1045]
article-paragraph: বক্তারা সরকারের প্রতি আহ্বান জানিয়ে বলেন, সংখ্যালঘু সুরক্ষা আইন প্রণয়ন এবং বৈষম্যবিরোধী কমিশন গঠন করতে হবে। পাশাপাশি পাঠ্যপুস্তকে অসাম্প্রদায়িক চেতনার বিষয়গুলো অন্তর্ভুক্ত করার দাবি জানান তারা। — [30, 1056, 165, 1094]
article-paragraph: ইসলামিক ফাউন্ডেশনের এক কর্মকর্তা বলেন, নীতিমালা বাস্তবায়ন হলে মসজিদ পরিচালনায় শৃঙ্খলা আসবে এবং অনিয়ম-দুর্নীতি বন্ধ হবে। সারা দেশে পর্যায়ক্রমে এটি বাস্তবায়ন করা হবে। — [316, 253, 454, 291]
article-byline: প্রথম পৃষ্ঠার পর — [79, 959, 115, 966]
check-icon: ✓ — [615, 960, 621, 967]
article-paragraph: নেতৃবৃন্দ বলেন, সংখ্যালঘু সম্প্রদায়ের ওপর হামলার ঘটনায় জড়িতদের দৃষ্টান্তমূলক শাস্তি দিতে হবে। বিচারহীনতার সংস্কৃতি বন্ধ না হলে এ ধরনের ঘটনার পুনরাবৃত্তি ঘটতেই থাকবে। — [462, 494, 598, 531]
article-headline: রাজধানীর বিভিন্ন সড়কে জলে না — [38, 1105, 156, 1135]
photo-person — [625, 344, 665, 416]
article-byline: প্রথম পৃষ্ঠার পর — [367, 712, 403, 719]
article-paragraph: (২৪) নামে এক সেবকন কর্তৃপক্ষের কর্তৃক্যাধীন একটি সংস্থায় কর্মরত ছিলেন বলে জানা গেছে। ঘটনার পর থেকে তিনি পলাতক রয়েছেন। — [173, 67, 308, 94]
article-paragraph: স্থানীয়রা জানান, দীর্ঘদিন ধরে ওই এলাকায় মাদক ব্যবসা চলছিল। একাধিকবার অভিযোগ করেও কোনো প্রতিকার মেলেনি। ফলে পরিস্থিতি আরও খারাপের দিকে যাচ্ছিল। — [173, 99, 308, 127]
photo-person-head — [732, 328, 751, 347]
article-paragraph: তিনি বলেন, রাজনৈতিক দলগুলোর সঙ্গে ধারাবাহিক আলোচনা চলছে। অধিকাংশ বিষয়ে ঐকমত্য প্রতিষ্ঠিত হয়েছে। বাকি বিষয়গুলোতেও সমঝোতার চেষ্টা চলছে। আশা করি নির্ধারিত সময়েই সনদ চূড়ান্ত হবে। — [173, 324, 308, 362]
article-paragraph: সংবাদ সম্মেলনে কমিশনের অন্য সদস্যরাও উপস্থিত ছিলেন। তারা জানান, সনদ স্বাক্ষরের পর তা বাস্তবায়নে একটি রোডম্যাপ প্রকাশ করা হবে। — [316, 496, 454, 524]
article-paragraph: তিনি বলেন, রাজনৈতিক দলগুলোর সঙ্গে ধারাবাহিক আলোচনা চলছে। অধিকাংশ বিষয়ে ঐকমত্য প্রতিষ্ঠিত হয়েছে। বাকি বিষয়গুলোতেও সমঝোতার চেষ্টা চলছে। আশা করি নির্ধারিত সময়েই সনদ চূড়ান্ত হবে। — [316, 379, 454, 416]
article-paragraph: কমিটির কার্যপরিধিতে বলা হয়েছে, রাজস্ব আদায় বাড়ানো, করদাতাবান্ধব সেবা নিশ্চিত করা এবং প্রতিষ্ঠানে স্বচ্ছতা ও জবাবদিহি নিশ্চিত করার উপায় চিহ্নিত করতে হবে। — [316, 756, 454, 784]
photo-person-head — [842, 328, 861, 347]
photo-person — [877, 344, 910, 416]
divider — [316, 330, 454, 331]
article-paragraph: রাষ্ট্রায়ত্ত ব্যাংকগুলোর মধ্যে সবচেয়ে বেশি রেমিট্যান্স এসেছে ইসলামী ব্যাংকের মাধ্যমে। বেসরকারি ব্যাংকগুলোর মধ্যেও কয়েকটি ব্যাংক উল্লেখযোগ্য পরিমাণ রেমিট্যান্স এনেছে। — [606, 89, 757, 117]
article-paragraph: ওয়াসা ও সিটি করপোরেশনের পক্ষ থেকে জানানো হয়েছে, পানি নিষ্কাশনের কাজ চলছে। ড্রেনেজ ব্যবস্থার সংস্কার কাজ শেষ হলে এ সমস্যা অনেকাংশে কমে আসবে। — [30, 1195, 165, 1233]
growth-chart-icon — [810, 772, 902, 828]
article-paragraph: সংস্কার কমিশনের সুপারিশগুলো নিয়ে দলগুলোর মধ্যে মতপার্থক্য রয়েছে উল্লেখ করে তিনি বলেন, গণতান্ত্রিক প্রক্রিয়ায় মতপার্থক্য থাকাই স্বাভাবিক। তবে জাতীয় স্বার্থে সবাইকে ছাড় দিতে হবে। — [462, 324, 598, 362]
